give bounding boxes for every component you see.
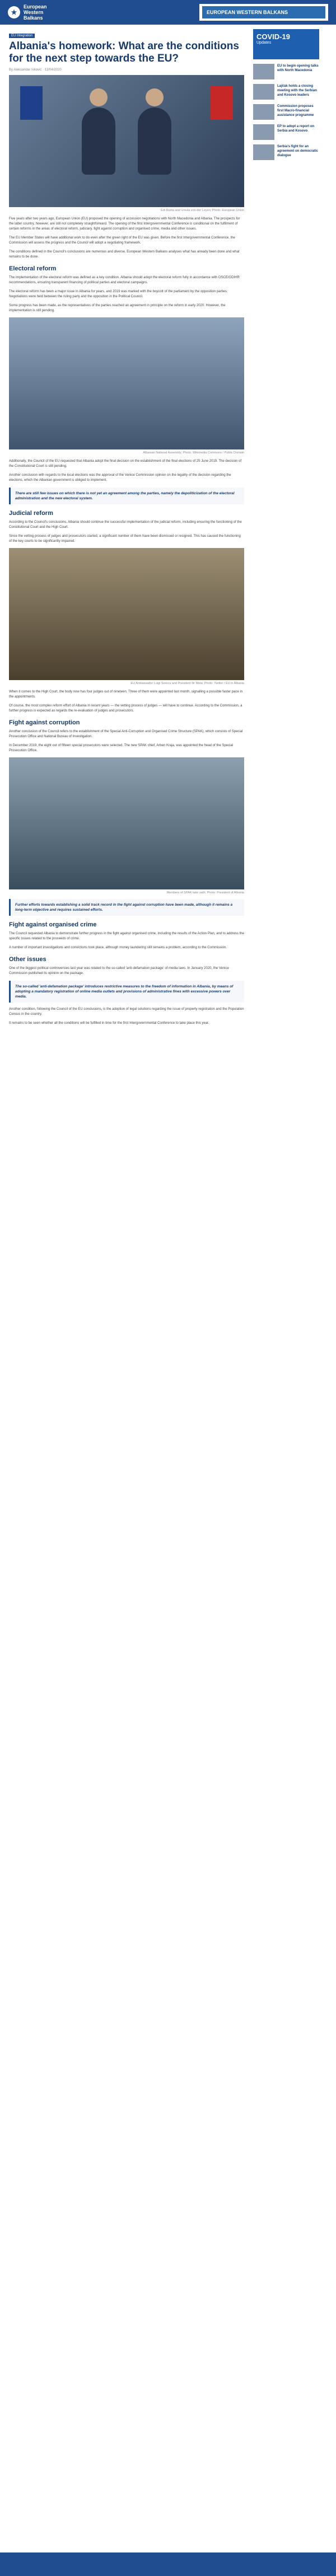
paragraph: Some progress has been made, as the representatives of the parties reached an agreement in principle on the reform in early 2020. However, the implementation is still pending. <box>9 304 226 312</box>
article-image <box>9 317 244 449</box>
flag-decoration <box>20 86 43 120</box>
paragraph: A number of important investigations and convictions took place, although money laundering still remains a problem, according to the Commission. <box>9 946 227 949</box>
image-caption: Members of SPAK take oath; Photo: President of Albania <box>166 891 244 894</box>
pull-quote: There are still few issues on which there is not yet an agreement among the parties, namely the depoliticization of the electoral administration and the new electoral system. <box>9 488 244 504</box>
paragraph: It remains to be seen whether all the conditions will be fulfilled in time for the first Intergovernmental Conference to take place this year. <box>9 1022 209 1025</box>
paragraph: Of course, the most complex reform effort of Albania in recent years — the vetting process of judges — will have to continue. According to the Commission, a further progress is expected as regards the re-evaluation of judges and prosecutors. <box>9 704 242 713</box>
section-heading: Other issues <box>9 956 46 963</box>
sidebar-thumbnail <box>253 124 274 140</box>
article-image <box>9 757 244 889</box>
paragraph: Another conclusion of the Council refers to the establishment of the Special Anti-Corruption and Organised Crime Structure (SPAK), which consists of Special Prosecution Office and National Bureau of Investigation. <box>9 730 243 738</box>
section-heading: Judicial reform <box>9 510 53 517</box>
sidebar-item[interactable]: Serbia's fight for an agreement on democratic dialogue <box>253 144 319 160</box>
flag-decoration <box>211 86 233 120</box>
paragraph: Additionally, the Council of the EU requested that Albania adopt the final decision on the establishment of the final elections of 25 June 2019. The decision of the Constitutional Court is still pending. <box>9 460 242 468</box>
logo-text: European Western Balkans <box>24 4 47 21</box>
person-figure <box>82 107 115 175</box>
pull-quote: The so-called 'anti-defamation package' introduces restrictive measures to the freedom of information in Albania, by means of adopting a mandatory registration of online media outlets and provisions of administrative fines with excessive powers over media. <box>9 981 244 1003</box>
sidebar-item[interactable]: EP to adopt a report on Serbia and Kosovo <box>253 124 319 140</box>
paragraph: According to the Council's conclusions, Albania should continue the successful implementation of the judicial reform, including ensuring the functioning of the Constitutional Court and the High Court. <box>9 521 242 529</box>
paragraph: The electoral reform has been a major issue in Albania for years, and 2019 was marked with the boycott of the parliament by the opposition parties. Negotiations were held between the ruling party and the opposition in the Political Council. <box>9 290 228 298</box>
sidebar-thumbnail <box>253 144 274 160</box>
section-heading: Fight against corruption <box>9 719 80 726</box>
site-footer <box>0 2552 336 2576</box>
image-caption: Edi Rama and Ursula von der Leyen; Photo: European Union <box>161 209 244 212</box>
paragraph: The conditions defined in the Council's conclusions are numerous and diverse. European Western Balkans analyses what has already been done and what remains to be done. <box>9 250 240 259</box>
pull-quote: Further efforts towards establishing a solid track record in the fight against corruption have been made, although it remains a long-term objective and requires sustained efforts. <box>9 899 244 916</box>
paragraph: Another conclusion with regards to the local elections was the approval of the Venice Commission opinion on the legality of the decision regarding the elections, which the Albanian government is obliged to implement. <box>9 474 231 482</box>
paragraph: Another condition, following the Council of the EU conclusions, is the adoption of legal solutions regarding the issue of property registration and the Population Census in the country. <box>9 1008 244 1016</box>
paragraph: The EU Member States will have additional work to do even after the green light of the EU was given. Before the first Intergovernmental Conference, the Commission will assess the progress and the Council will adopt a negotiating framework. <box>9 236 235 245</box>
paragraph: Since the vetting process of judges and prosecutors started, a significant number of them have been dismissed or resigned. This has caused the functioning of the key courts to be significantly impaired. <box>9 535 241 543</box>
article-title: Albania's homework: What are the conditions for the next step towards the EU? <box>9 40 239 64</box>
section-heading: Electoral reform <box>9 265 57 272</box>
sidebar-item[interactable]: EU to begin opening talks with North Macedonia <box>253 64 319 79</box>
article-main <box>9 29 244 1030</box>
header-banner[interactable]: EUROPEAN WESTERN BALKANS <box>199 4 328 21</box>
article-image <box>9 548 244 680</box>
article-meta: By Aleksandar Ivković · 13/04/2020 <box>9 68 62 72</box>
paragraph: One of the biggest political controversies last year was related to the so-called 'anti-defamation package' of media laws. In January 2020, the Venice Commission published its opinion on the package. <box>9 967 229 975</box>
paragraph: The Council requested Albania to demonstrate further progress in the fight against organised crime, including the results of the Action Plan, and to address the specific issues related to the proceeds of crime. <box>9 932 244 940</box>
logo-star-icon: ★ <box>8 6 20 18</box>
sidebar <box>253 29 319 1030</box>
section-heading: Fight against organised crime <box>9 921 97 928</box>
top-navigation-bar <box>0 0 336 25</box>
paragraph: In December 2019, the eight out of fifteen special prosecutors were selected. The new SPAK chief, Arben Kraja, was appointed the head of the Special Prosecution Office. <box>9 744 234 752</box>
sidebar-item[interactable]: Commission proposes first Macro-financial assistance programme <box>253 104 319 120</box>
hero-image <box>9 75 244 207</box>
paragraph: Five years after two years ago, European Union (EU) proposed the opening of accession negotiations with North Macedonia and Albania. The prospects for the latter country, however, are still not completely straightforward. The opening of the first Intergovernmental Conference is conditional on the fulfilment of certain reforms in the areas of electoral reform, judiciary, fight against corruption and organised crime, media and other issues. <box>9 217 240 231</box>
paragraph: When it comes to the High Court, the body now has four judges out of nineteen. Three of them were appointed last month, signalling a possible faster pace in the appointments. <box>9 690 243 699</box>
image-caption: EU Ambassador Luigi Soreca and President Ilir Meta; Photo: Twitter / EU in Albania <box>130 682 244 685</box>
person-figure <box>138 107 171 175</box>
category-tag[interactable]: EU Integration <box>9 34 35 38</box>
sidebar-thumbnail <box>253 104 274 120</box>
covid-banner[interactable]: COVID-19 Updates <box>253 29 319 59</box>
site-logo[interactable] <box>8 4 47 21</box>
sidebar-thumbnail <box>253 84 274 100</box>
sidebar-thumbnail <box>253 64 274 79</box>
sidebar-item[interactable]: Lajčák holds a closing meeting with the Serbian and Kosovo leaders <box>253 84 319 100</box>
paragraph: The implementation of the electoral reform was defined as a key condition. Albania should adopt the electoral reform fully in accordance with OSCE/ODIHR recommendations, ensuring transparent financing of political parties and electoral campaigns. <box>9 276 240 284</box>
image-caption: Albanian National Assembly; Photo: Wikimedia Commons / Public Domain <box>143 451 244 455</box>
